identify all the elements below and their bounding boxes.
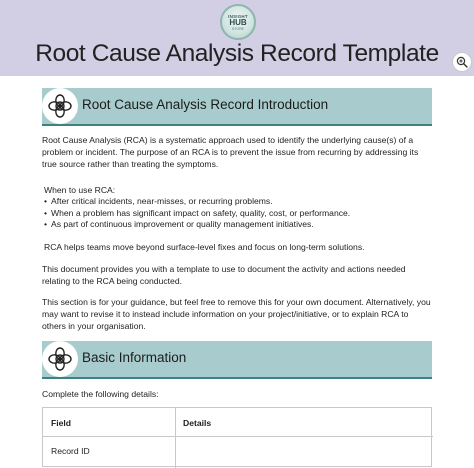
basic-instruction: Complete the following details: — [42, 389, 159, 399]
section-header-introduction — [42, 88, 432, 124]
zoom-button[interactable] — [452, 52, 472, 72]
logo-text-top: INSIGHT — [228, 13, 248, 19]
logo-text-bottom: STORE — [232, 26, 244, 31]
section-icon-wrapper — [42, 88, 78, 124]
table-header-field: Field — [51, 418, 72, 428]
intro-paragraph-4: This section is for your guidance, but feel free to remove this for your own document. Alternatively, you may want to revise it to instead include information on your project/initiative, or to explain RCA to others in your organisation. — [42, 297, 431, 331]
zoom-in-icon — [456, 56, 468, 68]
list-item: • As part of continuous improvement or quality management initiatives. — [44, 219, 350, 231]
intro-paragraph-2: RCA helps teams move beyond surface-level fixes and focus on long-term solutions. — [44, 242, 365, 252]
table-cell-record-id-label: Record ID — [51, 446, 90, 456]
table-column-divider — [175, 408, 176, 468]
list-item: • When a problem has significant impact on safety, quality, cost, or performance. — [44, 208, 350, 220]
celtic-knot-icon — [47, 346, 73, 372]
usage-heading: When to use RCA: — [44, 185, 116, 195]
section-divider — [42, 377, 432, 379]
usage-list — [44, 196, 350, 231]
list-item: • After critical incidents, near-misses, or recurring problems. — [44, 196, 350, 208]
celtic-knot-icon — [47, 93, 73, 119]
section-title: Basic Information — [82, 350, 187, 365]
intro-paragraph-1: Root Cause Analysis (RCA) is a systematic approach used to identify the underlying cause(s) of a problem or incident. The purpose of an RCA is to prevent the issue from recurring by addressing its true source rather than treating the symptoms. — [42, 135, 419, 169]
document-title: Root Cause Analysis Record Template — [35, 40, 439, 67]
section-title: Root Cause Analysis Record Introduction — [82, 97, 329, 112]
basic-info-table — [42, 407, 432, 467]
section-icon-wrapper — [42, 341, 78, 377]
intro-paragraph-3: This document provides you with a template to use to document the activity and actions needed relating to the RCA being conducted. — [42, 264, 406, 286]
section-header-basic-information — [42, 341, 432, 377]
table-header-details: Details — [183, 418, 212, 428]
table-row-divider — [43, 436, 433, 437]
section-divider — [42, 124, 432, 126]
insight-hub-logo — [220, 4, 256, 40]
logo-text-main: HUB — [229, 17, 247, 27]
